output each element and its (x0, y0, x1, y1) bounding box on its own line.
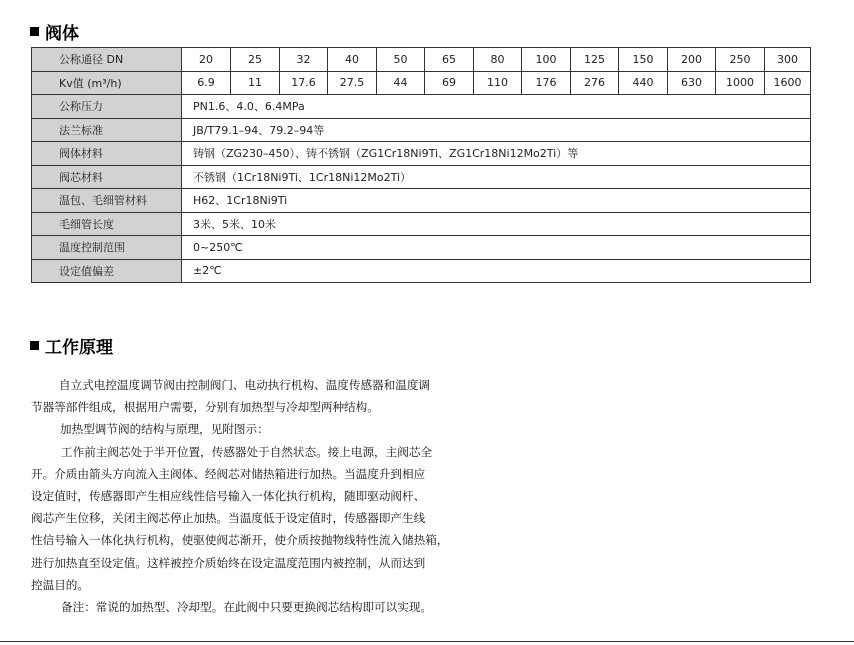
section-heading-valve-body (30, 19, 79, 44)
row-label: 公称压力 (32, 95, 182, 119)
row-label: 公称通径 DN (32, 48, 182, 72)
text-line: 控温目的。 (31, 577, 89, 592)
row-value: 不锈钢（1Cr18Ni9Ti、1Cr18Ni12Mo2Ti） (182, 165, 811, 189)
section-heading-working-principle (30, 333, 113, 358)
spec-table (31, 47, 811, 283)
square-bullet-icon (30, 341, 39, 350)
dn-cell: 40 (328, 48, 377, 72)
row-value: 0~250℃ (182, 236, 811, 260)
dn-cell: 100 (522, 48, 571, 72)
row-label: 阀体材料 (32, 142, 182, 166)
text-line: 备注：常说的加热型、冷却型。在此阀中只要更换阀芯结构即可以实现。 (61, 600, 433, 615)
text-line: 节器等部件组成，根据用户需要，分别有加热型与冷却型两种结构。 (31, 400, 379, 415)
text-line: 性信号输入一体化执行机构，使驱使阀芯渐开，使介质按抛物线特性流入储热箱， (31, 533, 449, 548)
table-row (32, 165, 811, 189)
table-row (32, 118, 811, 142)
dn-cell: 20 (182, 48, 231, 72)
dn-cell: 32 (280, 48, 328, 72)
kv-cell: 27.5 (328, 71, 377, 95)
dn-cell: 50 (377, 48, 425, 72)
dn-cell: 25 (231, 48, 280, 72)
page-bottom-rule (0, 641, 854, 642)
row-label: Kv值 (m³/h) (32, 71, 182, 95)
text-line: 工作前主阀芯处于半开位置，传感器处于自然状态。接上电源，主阀芯全 (61, 444, 433, 459)
table-row (32, 48, 811, 72)
row-label: 温度控制范围 (32, 236, 182, 260)
text-line: 阀芯产生位移，关闭主阀芯停止加热。当温度低于设定值时，传感器即产生线 (31, 511, 426, 526)
dn-cell: 300 (765, 48, 811, 72)
section-title: 工作原理 (45, 338, 113, 358)
row-label: 阀芯材料 (32, 165, 182, 189)
row-value: H62、1Cr18Ni9Ti (182, 189, 811, 213)
text-line: 设定值时，传感器即产生相应线性信号输入一体化执行机构，随即驱动阀杆、 (31, 489, 426, 504)
section-title: 阀体 (45, 24, 79, 44)
principle-text (31, 374, 471, 618)
kv-cell: 6.9 (182, 71, 231, 95)
dn-cell: 125 (571, 48, 619, 72)
table-row (32, 142, 811, 166)
kv-cell: 69 (425, 71, 474, 95)
dn-cell: 80 (474, 48, 522, 72)
table-row (32, 95, 811, 119)
text-line: 自立式电控温度调节阀由控制阀门、电动执行机构、温度传感器和温度调 (59, 378, 431, 392)
row-value: 铸钢（ZG230–450）、铸不锈钢（ZG1Cr18Ni9Ti、ZG1Cr18Ni12Mo2Ti）等 (182, 142, 811, 166)
kv-cell: 17.6 (280, 71, 328, 95)
row-label: 温包、毛细管材料 (32, 189, 182, 213)
kv-cell: 1000 (716, 71, 765, 95)
dn-cell: 250 (716, 48, 765, 72)
dn-cell: 150 (619, 48, 668, 72)
kv-cell: 44 (377, 71, 425, 95)
row-label: 设定值偏差 (32, 259, 182, 283)
row-label: 毛细管长度 (32, 212, 182, 236)
row-value: JB/T79.1–94、79.2–94等 (182, 118, 811, 142)
kv-cell: 11 (231, 71, 280, 95)
row-label: 法兰标准 (32, 118, 182, 142)
text-line: 加热型调节阀的结构与原理，见附图示： (60, 422, 269, 437)
kv-cell: 110 (474, 71, 522, 95)
row-value: 3米、5米、10米 (182, 212, 811, 236)
kv-cell: 176 (522, 71, 571, 95)
kv-cell: 1600 (765, 71, 811, 95)
kv-cell: 276 (571, 71, 619, 95)
kv-cell: 630 (668, 71, 716, 95)
kv-cell: 440 (619, 71, 668, 95)
table-row (32, 259, 811, 283)
table-row (32, 71, 811, 95)
table-row (32, 236, 811, 260)
dn-cell: 65 (425, 48, 474, 72)
text-line: 进行加热直至设定值。这样被控介质始终在设定温度范围内被控制，从而达到 (31, 555, 426, 570)
dn-cell: 200 (668, 48, 716, 72)
row-value: PN1.6、4.0、6.4MPa (182, 95, 811, 119)
table-row (32, 212, 811, 236)
text-line: 开。介质由箭头方向流入主阀体、经阀芯对储热箱进行加热。当温度升到相应 (31, 466, 426, 481)
square-bullet-icon (30, 27, 39, 36)
table-row (32, 189, 811, 213)
row-value: ±2℃ (182, 259, 811, 283)
